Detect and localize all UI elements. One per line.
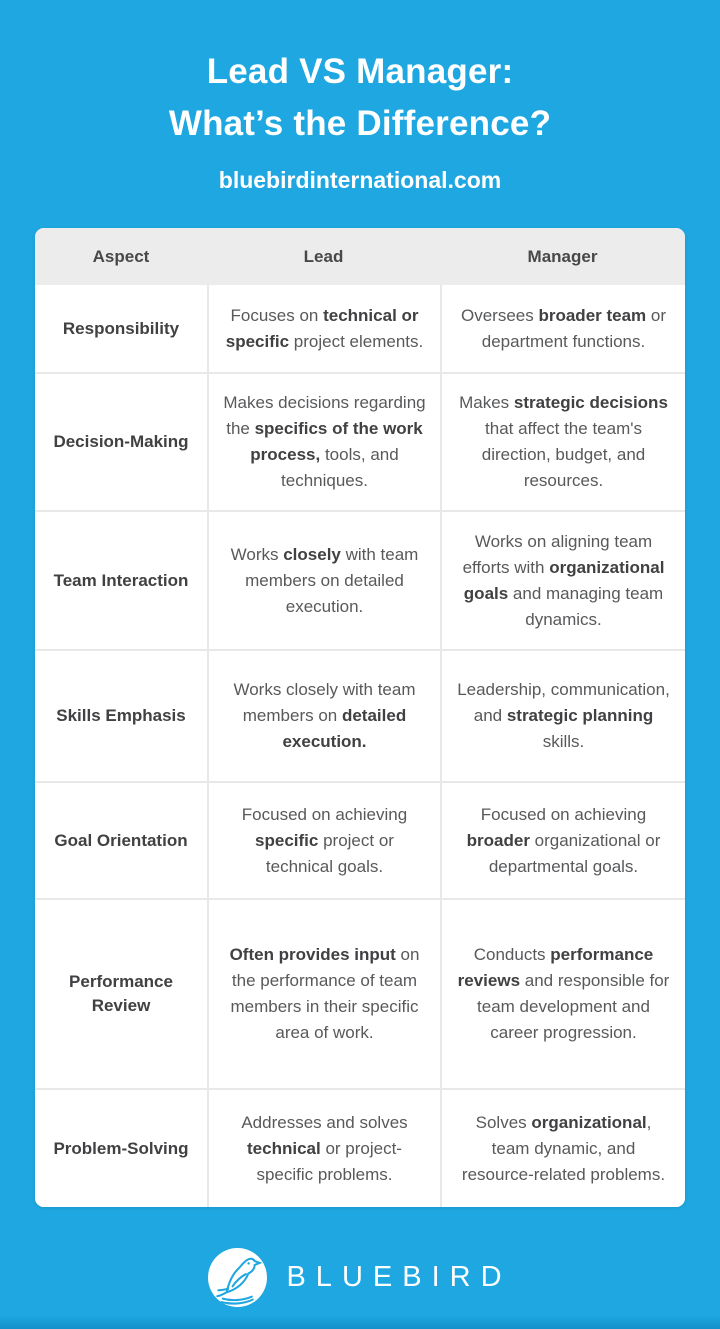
aspect-cell: Goal Orientation bbox=[54, 830, 188, 850]
bottom-accent-strip bbox=[0, 1316, 720, 1329]
manager-cell: Works on aligning team efforts with organizational goals and managing team dynamics. bbox=[440, 512, 685, 649]
comparison-table bbox=[35, 228, 685, 1207]
aspect-cell: Problem-Solving bbox=[53, 1138, 189, 1158]
lead-cell: Often provides input on the performance of team members in their specific area of work. bbox=[207, 900, 440, 1088]
aspect-cell: Responsibility bbox=[62, 318, 180, 338]
lead-cell: Works closely with team members on detailed execution. bbox=[207, 651, 440, 781]
table-body bbox=[35, 285, 685, 1207]
brand-wordmark: BLUEBIRD bbox=[286, 1261, 512, 1293]
aspect-cell: Decision-Making bbox=[53, 432, 189, 451]
table-header-row bbox=[35, 228, 685, 285]
table-row bbox=[35, 649, 685, 781]
table-row bbox=[35, 781, 685, 898]
column-header-lead: Lead bbox=[303, 246, 344, 266]
aspect-cell: Performance Review bbox=[69, 972, 173, 1015]
brand-footer bbox=[0, 1248, 720, 1307]
page-title-line2: What’s the Difference? bbox=[168, 104, 552, 143]
column-header-aspect: Aspect bbox=[92, 246, 150, 266]
hero-header bbox=[0, 0, 720, 195]
table-row bbox=[35, 510, 685, 649]
table-row bbox=[35, 372, 685, 510]
lead-cell: Addresses and solves technical or project-specific problems. bbox=[207, 1090, 440, 1207]
page-title bbox=[0, 46, 720, 150]
page-title-line1: Lead VS Manager: bbox=[206, 52, 514, 91]
lead-cell: Makes decisions regarding the specifics of the work process, tools, and techniques. bbox=[207, 374, 440, 510]
manager-cell: Leadership, communication, and strategic planning skills. bbox=[440, 651, 685, 781]
aspect-cell: Team Interaction bbox=[53, 570, 189, 590]
table-row bbox=[35, 285, 685, 372]
table-row bbox=[35, 898, 685, 1088]
lead-cell: Focuses on technical or specific project elements. bbox=[207, 285, 440, 372]
manager-cell: Focused on achieving broader organizational or departmental goals. bbox=[440, 783, 685, 898]
manager-cell: Makes strategic decisions that affect the team's direction, budget, and resources. bbox=[440, 374, 685, 510]
lead-cell: Focused on achieving specific project or technical goals. bbox=[207, 783, 440, 898]
table-row bbox=[35, 1088, 685, 1207]
bird-in-circle-icon bbox=[208, 1248, 267, 1307]
manager-cell: Solves organizational, team dynamic, and resource-related problems. bbox=[440, 1090, 685, 1207]
manager-cell: Oversees broader team or department functions. bbox=[440, 285, 685, 372]
aspect-cell: Skills Emphasis bbox=[56, 706, 186, 725]
manager-cell: Conducts performance reviews and responsible for team development and career progression. bbox=[440, 900, 685, 1088]
website-url: bluebirdinternational.com bbox=[218, 167, 502, 193]
column-header-manager: Manager bbox=[527, 246, 598, 266]
lead-cell: Works closely with team members on detailed execution. bbox=[207, 512, 440, 649]
